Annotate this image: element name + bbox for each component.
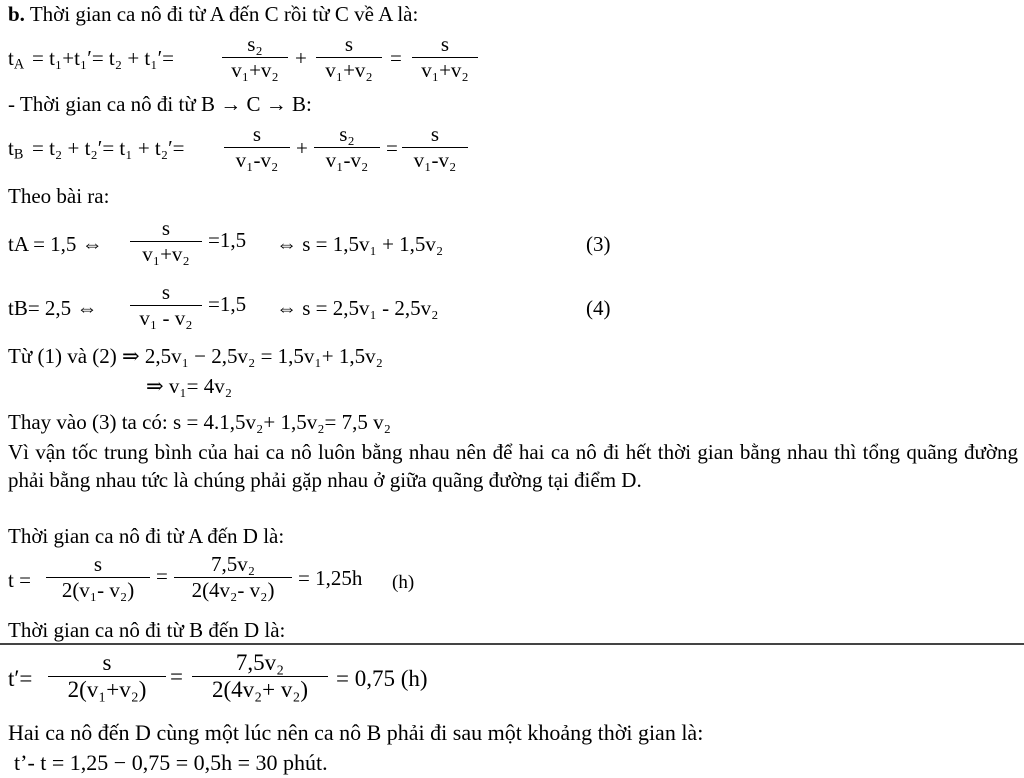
t-result: = 1,25h (298, 566, 363, 590)
tB-fraction-1: $\frac{s}{\text{v₁-v₂}}$ (224, 122, 290, 173)
equation-t-prime (8, 648, 488, 718)
tp-fraction-2: $\frac{\text{7,5v₂}}{\text{2(4v₂+ v₂)}}$ (192, 650, 328, 703)
tB-equals: = (386, 136, 398, 160)
tB-fraction-2: $\frac{\text{s₂}}{\text{v₁-v₂}}$ (314, 122, 380, 173)
section-label: b. (8, 2, 25, 26)
t-fraction-2: $\frac{\text{7,5v₂}}{\text{2(4v₂- v₂)}}$ (174, 552, 292, 603)
t-lhs: t = (8, 568, 31, 592)
eq4-fraction: $\frac{s}{\text{v₁ - v₂}}$ (130, 280, 202, 331)
reason-paragraph: Vì vận tốc trung bình của hai ca nô luôn bằng nhau nên để hai ca nô đi hết thời gian bằng nhau thì tổng quãng đường phải bằng nhau tức là chúng phải gặp nhau ở giữa quãng đường tại điểm D. (8, 440, 1018, 492)
equation-tB (8, 122, 528, 192)
eq4-lhs: tB= 2,5 ⇔ (8, 296, 98, 320)
tA-chain: = t₁+t₁′= t₂ + t₁′= (32, 46, 175, 70)
equation-t (8, 550, 468, 620)
eq3-rhs: =1,5 (208, 228, 247, 252)
eq4-tag: (4) (586, 296, 611, 320)
tB-lhs: $t_B$ (8, 136, 24, 163)
equation-v1: ⇒ v₁= 4v₂ (146, 374, 233, 398)
tp-lhs: t′= (8, 666, 33, 691)
equation-final: t’- t = 1,25 − 0,75 = 0,5h = 30 phút. (14, 750, 328, 775)
intro-line (8, 4, 418, 25)
eq3-lhs: tA = 1,5 ⇔ (8, 232, 103, 256)
tB-fraction-3: $\frac{s}{\text{v₁-v₂}}$ (402, 122, 468, 173)
eq3-tag: (3) (586, 232, 611, 256)
equation-4 (8, 280, 648, 350)
t-unit: (h) (392, 572, 415, 593)
tA-equals: = (390, 46, 402, 70)
text-B-to-D: Thời gian ca nô đi từ B đến D là: (8, 618, 286, 642)
tB-plus: + (296, 136, 308, 160)
intro-text: Thời gian ca nô đi từ A đến C rồi từ C về A là: (29, 2, 419, 26)
equation-from-1-2: Từ (1) và (2) ⇒ 2,5v₁ − 2,5v₂ = 1,5v₁+ 1,5v₂ (8, 344, 383, 368)
tA-lhs: $t_A$ (8, 46, 25, 73)
equation-3 (8, 214, 648, 284)
tA-fraction-1: $\frac{\text{s₂}}{\text{v₁+v₂}}$ (222, 32, 288, 83)
text-final: Hai ca nô đến D cùng một lúc nên ca nô B phải đi sau một khoảng thời gian là: (8, 720, 704, 745)
tB-chain: = t₂ + t₂′= t₁ + t₂′= (32, 136, 185, 160)
tA-plus: + (295, 46, 307, 70)
eq3-result: ⇔ s = 1,5v₁ + 1,5v₂ (276, 232, 444, 256)
t-fraction-1: $\frac{s}{\text{2(v₁- v₂)}}$ (46, 552, 150, 603)
divider-line (0, 643, 1024, 645)
tp-result: = 0,75 (h) (336, 666, 428, 691)
tA-fraction-3: $\frac{s}{\text{v₁+v₂}}$ (412, 32, 478, 83)
eq4-result: ⇔ s = 2,5v₁ - 2,5v₂ (276, 296, 439, 320)
eq4-rhs: =1,5 (208, 292, 247, 316)
tp-fraction-1: $\frac{s}{\text{2(v₁+v₂)}}$ (48, 650, 166, 703)
eq3-fraction: $\frac{s}{\text{v₁+v₂}}$ (130, 216, 202, 267)
text-A-to-D: Thời gian ca nô đi từ A đến D là: (8, 524, 285, 548)
t-equals: = (156, 564, 168, 588)
text-theo-bai-ra: Theo bài ra: (8, 184, 110, 208)
text-BCB: - Thời gian ca nô đi từ B → C → B: (8, 92, 312, 116)
tp-equals: = (170, 664, 183, 689)
tA-fraction-2: $\frac{s}{\text{v₁+v₂}}$ (316, 32, 382, 83)
equation-sub-3: Thay vào (3) ta có: s = 4.1,5v₂+ 1,5v₂= 7,5 v₂ (8, 410, 391, 434)
